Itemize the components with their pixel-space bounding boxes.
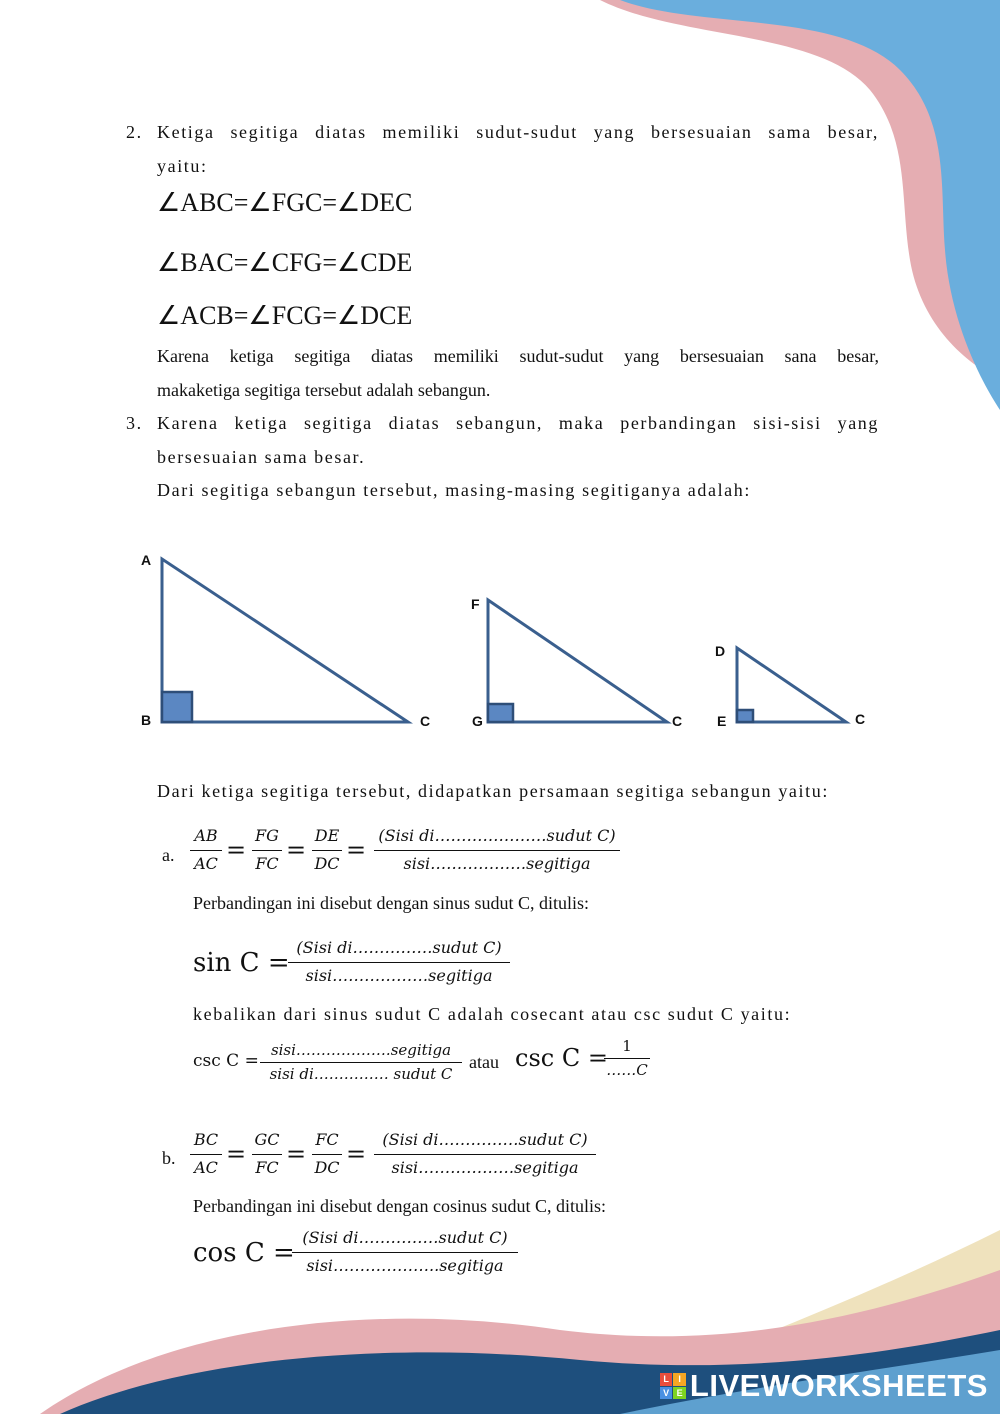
vertex-label-a: A bbox=[141, 552, 152, 568]
ratio-numerator: FG bbox=[255, 826, 279, 845]
csc-reciprocal-fraction bbox=[604, 1036, 650, 1080]
vertex-label-c2: C bbox=[672, 713, 683, 729]
sin-fraction bbox=[288, 938, 510, 986]
item-3-line-2: bersesuaian sama besar. bbox=[157, 447, 366, 467]
logo-icon-letter: E bbox=[673, 1387, 686, 1400]
csc-description: kebalikan dari sinus sudut C adalah cosecant atau csc sudut C yaitu: bbox=[193, 1004, 792, 1024]
logo-icon-letter: V bbox=[660, 1387, 673, 1400]
ratio-denominator: AC bbox=[194, 854, 218, 873]
angle-equality-3: ∠ACB=∠FCG=∠DCE bbox=[157, 301, 413, 330]
item-2-line-2: yaitu: bbox=[157, 156, 208, 176]
ratio-de-dc bbox=[312, 826, 342, 874]
ratio-fc-dc bbox=[312, 1130, 342, 1178]
atau-word: atau bbox=[469, 1052, 499, 1072]
ratio-denominator: FC bbox=[255, 1158, 279, 1177]
conclusion-line-2: makaketiga segitiga tersebut adalah sebangun. bbox=[157, 380, 491, 400]
liveworksheets-logo-icon bbox=[660, 1373, 686, 1399]
item-3-number: 3. bbox=[126, 413, 143, 433]
csc-denominator: sisi di…………… sudut C bbox=[269, 1065, 453, 1083]
ratio-numerator: AB bbox=[194, 826, 218, 845]
csc-label: csc C = bbox=[193, 1051, 259, 1071]
item-2-line-1: Ketiga segitiga diatas memiliki sudut-sudut yang bersesuaian sama besar, bbox=[157, 122, 879, 142]
ratio-numerator: BC bbox=[193, 1130, 219, 1149]
part-b-label: b. bbox=[162, 1148, 176, 1168]
cos-description: Perbandingan ini disebut dengan cosinus sudut C, ditulis: bbox=[193, 1196, 606, 1216]
angle-equality-1: ∠ABC=∠FGC=∠DEC bbox=[157, 188, 413, 217]
vertex-label-e: E bbox=[717, 713, 727, 729]
cos-fraction bbox=[292, 1228, 518, 1276]
liveworksheets-logo bbox=[660, 1368, 988, 1404]
vertex-label-f: F bbox=[471, 596, 480, 612]
liveworksheets-logo-text: LIVEWORKSHEETS bbox=[689, 1368, 988, 1403]
ratio-denominator: FC bbox=[255, 854, 279, 873]
fill-in-denominator: sisi………………segitiga bbox=[403, 854, 591, 873]
csc-label-2: csc C = bbox=[515, 1044, 608, 1072]
csc-numerator: sisi……………….segitiga bbox=[270, 1041, 452, 1059]
vertex-label-b: B bbox=[141, 712, 152, 728]
equals-sign: = bbox=[226, 836, 247, 864]
equals-sign: = bbox=[226, 1140, 247, 1168]
vertex-label-d: D bbox=[715, 643, 726, 659]
logo-icon-letter: I bbox=[673, 1373, 686, 1386]
fill-in-numerator: (Sisi di…………………sudut C) bbox=[378, 826, 616, 845]
item-2-number: 2. bbox=[126, 122, 143, 142]
equals-sign: = bbox=[346, 836, 367, 864]
part-a-label: a. bbox=[162, 845, 175, 865]
sin-denominator: sisi………………segitiga bbox=[305, 966, 493, 985]
csc-reciprocal-numerator: 1 bbox=[622, 1037, 632, 1055]
csc-reciprocal-denominator: ……C bbox=[606, 1061, 648, 1079]
sin-description: Perbandingan ini disebut dengan sinus sudut C, ditulis: bbox=[193, 893, 589, 913]
vertex-label-g: G bbox=[472, 713, 483, 729]
logo-icon-letter: L bbox=[660, 1373, 673, 1386]
fill-in-denominator: sisi………………segitiga bbox=[391, 1158, 579, 1177]
ratio-blank-b bbox=[374, 1130, 596, 1178]
vertex-label-c3: C bbox=[855, 711, 866, 727]
ratio-numerator: DE bbox=[314, 826, 340, 845]
sin-label: sin C = bbox=[193, 948, 290, 978]
fill-in-numerator: (Sisi di……………sudut C) bbox=[382, 1130, 588, 1149]
ratio-blank-a bbox=[374, 826, 620, 874]
sin-numerator: (Sisi di……………sudut C) bbox=[296, 938, 502, 957]
ratio-fg-fc bbox=[252, 826, 282, 874]
item-3-line-1: Karena ketiga segitiga diatas sebangun, maka perbandingan sisi-sisi yang bbox=[157, 413, 879, 433]
ratio-numerator: FC bbox=[315, 1130, 339, 1149]
angle-equality-2: ∠BAC=∠CFG=∠CDE bbox=[157, 248, 413, 277]
equals-sign: = bbox=[346, 1140, 367, 1168]
equals-sign: = bbox=[286, 836, 307, 864]
ratio-gc-fc bbox=[252, 1130, 282, 1178]
item-3-line-3: Dari segitiga sebangun tersebut, masing-masing segitiganya adalah: bbox=[157, 480, 751, 500]
ratio-bc-ac bbox=[190, 1130, 222, 1178]
ratio-denominator: DC bbox=[314, 854, 340, 873]
conclusion-line-1: Karena ketiga segitiga diatas memiliki sudut-sudut yang bersesuaian sana besar, bbox=[157, 346, 879, 366]
csc-fraction bbox=[260, 1040, 462, 1084]
cos-numerator: (Sisi di……………sudut C) bbox=[302, 1228, 508, 1247]
equals-sign: = bbox=[286, 1140, 307, 1168]
cos-label: cos C = bbox=[193, 1238, 295, 1268]
ratio-denominator: AC bbox=[194, 1158, 218, 1177]
cos-denominator: sisi………………..segitiga bbox=[306, 1256, 504, 1275]
equation-intro: Dari ketiga segitiga tersebut, didapatkan persamaan segitiga sebangun yaitu: bbox=[157, 781, 829, 801]
ratio-numerator: GC bbox=[254, 1130, 280, 1149]
ratio-denominator: DC bbox=[314, 1158, 340, 1177]
ratio-ab-ac bbox=[190, 826, 222, 874]
vertex-label-c1: C bbox=[420, 713, 431, 729]
